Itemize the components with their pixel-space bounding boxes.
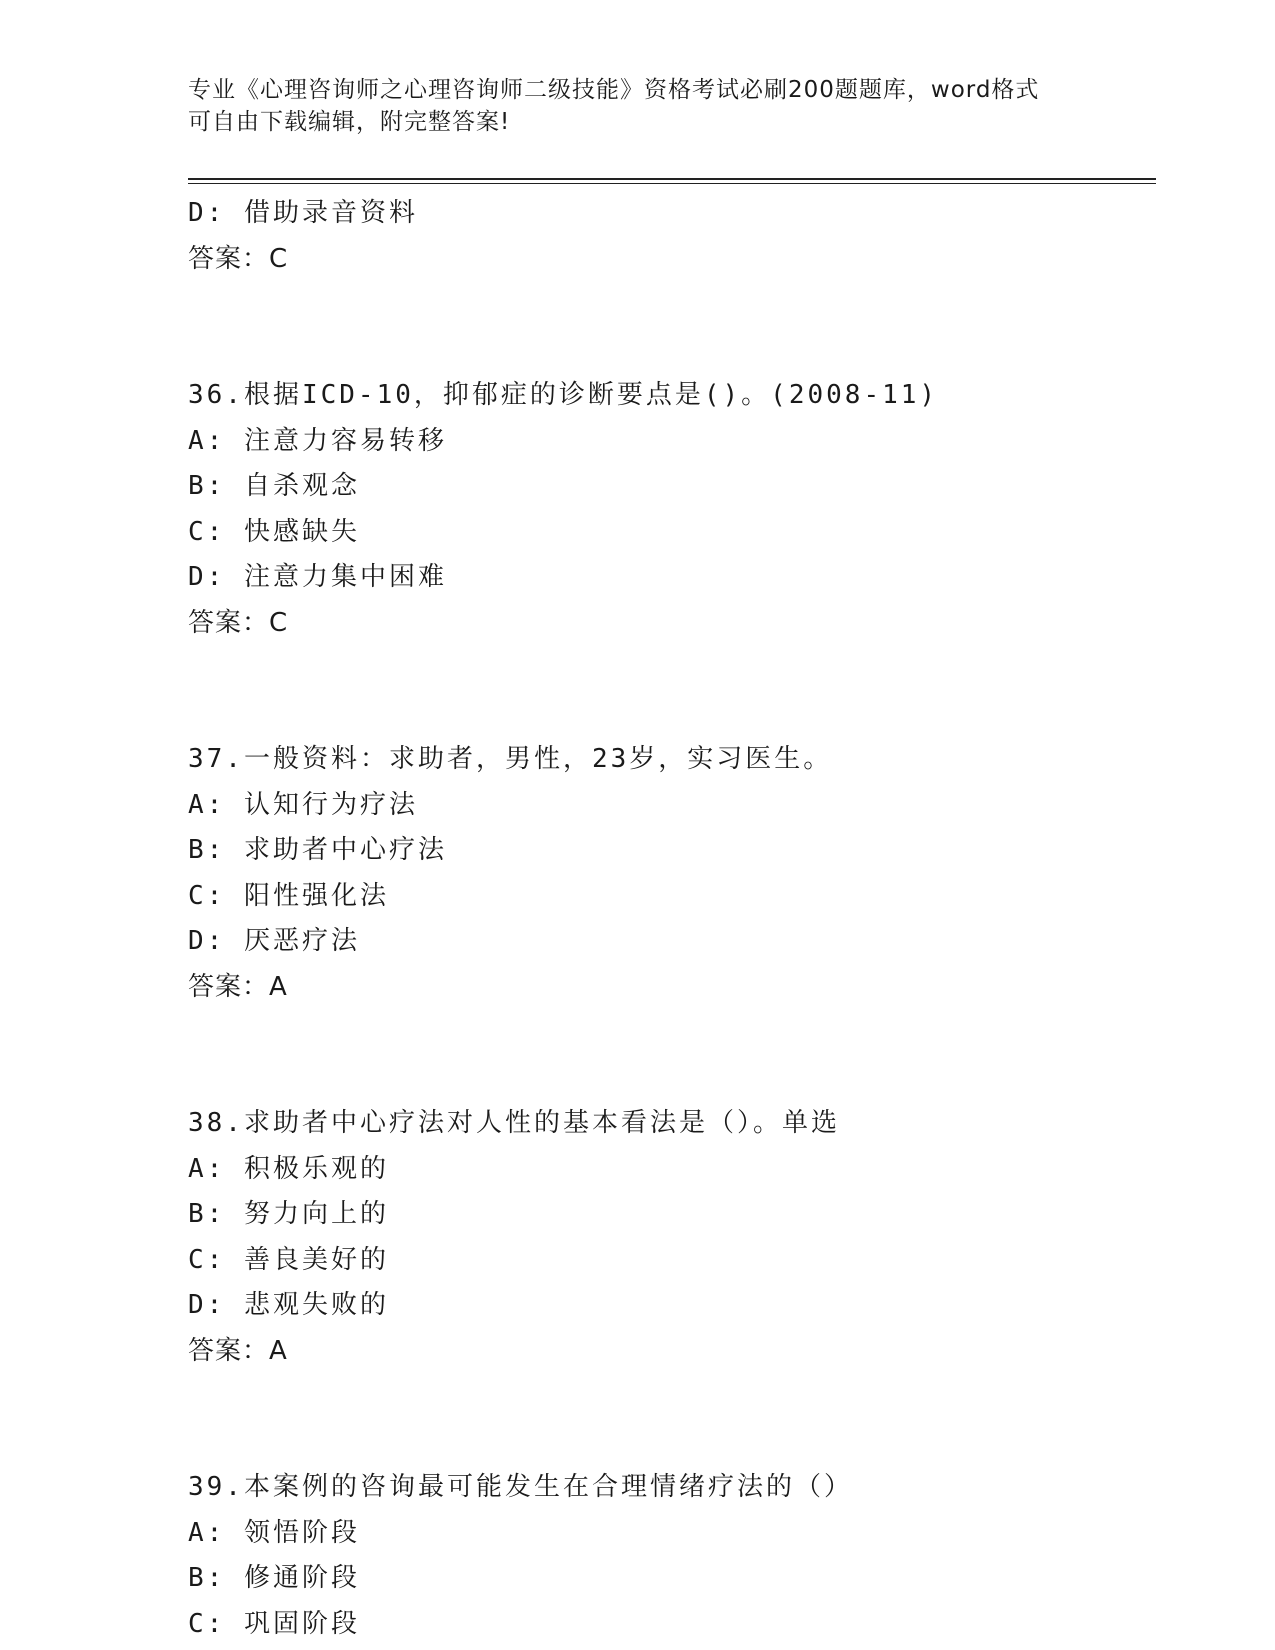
prev-answer: 答案：C bbox=[188, 243, 289, 274]
header-line-2: 可自由下载编辑，附完整答案! bbox=[188, 109, 511, 135]
option-c: C: 阳性强化法 bbox=[188, 880, 389, 911]
option-a: A: 领悟阶段 bbox=[188, 1517, 360, 1548]
header-divider-bottom bbox=[188, 183, 1156, 184]
option-d: D: 悲观失败的 bbox=[188, 1290, 389, 1320]
question-stem: 37.一般资料：求助者，男性，23岁，实习医生。 bbox=[188, 744, 833, 774]
option-c: C: 善良美好的 bbox=[188, 1244, 389, 1275]
document-header bbox=[188, 74, 1088, 138]
question-stem: 38.求助者中心疗法对人性的基本看法是（）。单选 bbox=[188, 1108, 840, 1138]
question-37 bbox=[188, 737, 1148, 1010]
header-line-1: 专业《心理咨询师之心理咨询师二级技能》资格考试必刷200题题库，word格式 bbox=[188, 77, 1040, 103]
answer: 答案：A bbox=[188, 1335, 288, 1366]
option-c: C: 快感缺失 bbox=[188, 516, 360, 547]
option-b: B: 求助者中心疗法 bbox=[188, 835, 447, 865]
answer: 答案：C bbox=[188, 607, 289, 638]
option-a: A: 积极乐观的 bbox=[188, 1153, 389, 1184]
header-divider-top bbox=[188, 178, 1156, 180]
question-list bbox=[188, 191, 1148, 1647]
option-d: D: 厌恶疗法 bbox=[188, 926, 360, 956]
question-36 bbox=[188, 373, 1148, 646]
option-a: A: 认知行为疗法 bbox=[188, 789, 418, 820]
question-stem: 39.本案例的咨询最可能发生在合理情绪疗法的（） bbox=[188, 1472, 853, 1502]
prev-option-d: D: 借助录音资料 bbox=[188, 198, 418, 228]
option-d: D: 注意力集中困难 bbox=[188, 562, 447, 592]
option-b: B: 自杀观念 bbox=[188, 471, 360, 501]
question-39 bbox=[188, 1465, 1148, 1647]
answer: 答案：A bbox=[188, 971, 288, 1002]
option-b: B: 修通阶段 bbox=[188, 1563, 360, 1593]
option-b: B: 努力向上的 bbox=[188, 1199, 389, 1229]
question-38 bbox=[188, 1101, 1148, 1374]
question-stem: 36.根据ICD-10，抑郁症的诊断要点是()。(2008-11) bbox=[188, 380, 939, 410]
option-a: A: 注意力容易转移 bbox=[188, 425, 447, 456]
option-c: C: 巩固阶段 bbox=[188, 1608, 360, 1639]
